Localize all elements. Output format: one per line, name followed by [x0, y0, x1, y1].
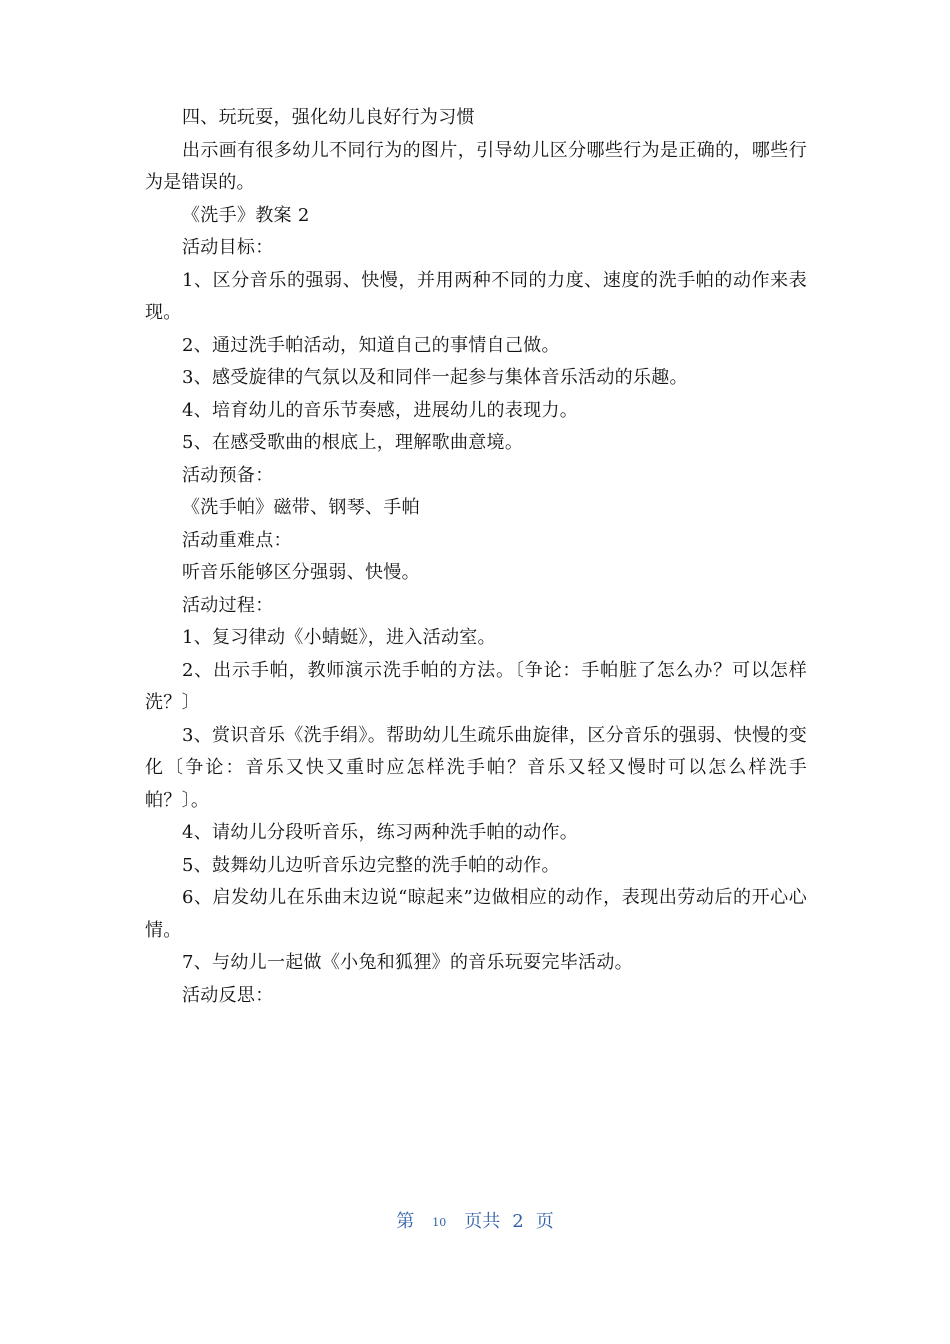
paragraph: 活动预备： [182, 464, 274, 486]
paragraph: 1、复习律动《小蜻蜓》，进入活动室。 [182, 627, 496, 648]
paragraph: 活动过程： [182, 594, 274, 616]
paragraph: 5、在感受歌曲的根底上，理解歌曲意境。 [182, 432, 524, 453]
footer-suffix: 页 [535, 1211, 554, 1232]
footer-total-pages: 2 [512, 1211, 524, 1232]
paragraph: 《洗手帕》磁带、钢琴、手帕 [182, 497, 420, 518]
paragraph: 6、启发幼儿在乐曲末边说“晾起来”边做相应的动作，表现出劳动后的开心心情。 [145, 887, 807, 941]
paragraph: 3、感受旋律的气氛以及和同伴一起参与集体音乐活动的乐趣。 [182, 367, 688, 388]
paragraph: 3、赏识音乐《洗手绢》。帮助幼儿生疏乐曲旋律，区分音乐的强弱、快慢的变化〔争论：音乐又快又重时应怎样洗手帕？音乐又轻又慢时可以怎么样洗手帕？〕。 [145, 724, 807, 811]
paragraph: 活动目标： [182, 237, 274, 258]
section-heading: 《洗手》教案 2 [182, 204, 310, 226]
paragraph: 2、通过洗手帕活动，知道自己的事情自己做。 [182, 334, 560, 356]
paragraph: 1、区分音乐的强弱、快慢，并用两种不同的力度、速度的洗手帕的动作来表现。 [145, 269, 807, 323]
paragraph: 听音乐能够区分强弱、快慢。 [182, 562, 420, 583]
paragraph: 四、玩玩耍，强化幼儿良好行为习惯 [182, 107, 475, 128]
paragraph: 5、鼓舞幼儿边听音乐边完整的洗手帕的动作。 [182, 854, 560, 876]
paragraph: 活动反思： [182, 984, 274, 1006]
paragraph: 出示画有很多幼儿不同行为的图片，引导幼儿区分哪些行为是正确的，哪些行为是错误的。 [145, 139, 807, 193]
document-body [145, 102, 807, 1012]
paragraph: 4、请幼儿分段听音乐，练习两种洗手帕的动作。 [182, 822, 579, 843]
paragraph: 4、培育幼儿的音乐节奏感，进展幼儿的表现力。 [182, 399, 579, 421]
footer-prefix: 第 [396, 1211, 415, 1232]
paragraph: 7、与幼儿一起做《小兔和狐狸》的音乐玩耍完毕活动。 [182, 952, 633, 973]
footer-middle: 页共 [464, 1211, 501, 1232]
paragraph: 2、出示手帕，教师演示洗手帕的方法。〔争论：手帕脏了怎么办？可以怎样洗？〕 [145, 659, 807, 713]
paragraph: 活动重难点： [182, 529, 292, 551]
page-footer [0, 1210, 950, 1235]
footer-page-number: 10 [432, 1216, 447, 1229]
